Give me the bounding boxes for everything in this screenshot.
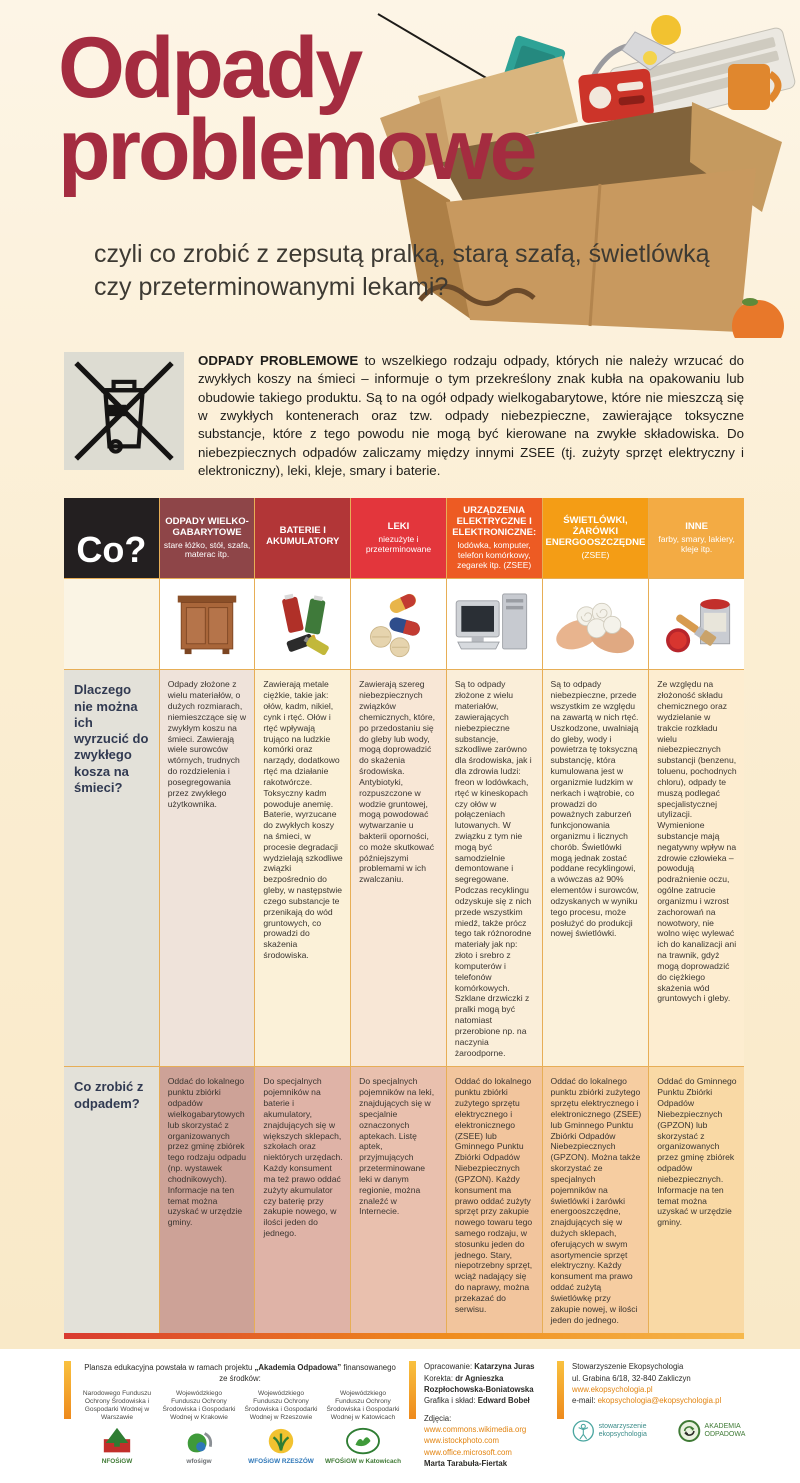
hero xyxy=(0,0,800,338)
column-header-medicines: LEKI niezużyte i przeterminowane xyxy=(351,498,446,578)
column-header-batteries: BATERIE I AKUMULATORY xyxy=(255,498,350,578)
footer-divider-bar xyxy=(557,1361,564,1419)
crossed-out-wheelie-bin-icon xyxy=(64,352,184,470)
why-cell-other: Ze względu na złożoność składu chemicznego oraz wydzielanie w trakcie rozkładu wielu niebezpiecznych substancji (benzenu, toluenu, pochodnych chloru), odpady te muszą podlegać specjalistycznej utylizacji. Wymienione substancje mają negatywny wpływ na zdrowie człowieka – powodują podrażnienie oczu, ogólne zatrucie organizmu i wzrost zachorowań na nowotwory, nie wolno więc wylewać ich do kanalizacji ani na trawnik, gdyż mogą doprowadzić do ciężkiego skażenia wód gruntowych i gleby. xyxy=(649,670,744,1066)
intro-text: to wszelkiego rodzaju odpady, których nie należy wrzucać do zwykłych koszy na śmieci – informuje o tym przekreślony znak kubła na opakowaniu lub obudowie takiego produktu. Są to na ogół odpady wielkogabarytowe, które nie mieszczą się w zwykłych kontenerach oraz tzw. odpady niebezpieczne, zawierające toksyczne substancje, które z tego powodu nie mogą być kierowane na zwykłe składowiska. Do niebezpiecznych odpadów zaliczamy między innymi ZSEE (tj. zużyty sprzęt elektryczny i elektroniczny), leki, kleje, smary i baterie. xyxy=(198,353,744,479)
nfosigw-warszawa-logo: NFOŚiGW xyxy=(79,1426,155,1465)
page-subtitle xyxy=(94,238,710,303)
row-label-why: Dlaczego nie można ich wyrzucić do zwykłego kosza na śmieci? xyxy=(64,670,159,1066)
wfosigw-rzeszow-logo: WFOŚiGW RZESZÓW xyxy=(243,1426,319,1465)
what-cell-electronics: Oddać do lokalnego punktu zbiórki zużytego sprzętu elektrycznego i elektronicznego (ZSEE) lub Gminnego Punktu Zbiórki Odpadów Niebezpiecznych (GPZON). Każdy konsument ma prawo oddać zużyty sprzęt przy zakupie nowego towaru tego samego rodzaju, w stosunku jeden do jednego. Stary, niepotrzebny sprzęt, wciąż nadający się do naprawy, można przekazać do serwisu. xyxy=(447,1067,542,1333)
what-cell-bulky-waste: Oddać do lokalnego punktu zbiórki odpadów wielkogabarytowych lub skorzystać z organizowanych przez gminę zbiórek tego rodzaju odpadu (np. wystawek chodnikowych). Informacje na ten temat można uzyskać w urzędzie gminy. xyxy=(160,1067,255,1333)
org-logo-row xyxy=(572,1415,760,1447)
why-cell-medicines: Zawierają szereg niebezpiecznych związków chemicznych, które, po przedostaniu się do gleby lub wody, mogą doprowadzić do skażenia środowiska. Antybiotyki, rozpuszczone w wodzie gruntowej, mogą powodować wytwarzanie u bakterii oporności, co może skutkować późniejszymi problemami w ich zwalczaniu. xyxy=(351,670,446,1066)
credit-zdjecia-label: Zdjęcia: xyxy=(424,1413,452,1423)
photo-author: Marta Tarabuła-Fiertak xyxy=(424,1458,508,1468)
wikimedia-link[interactable]: www.commons.wikimedia.org xyxy=(424,1424,527,1434)
fund-wfosigw-katowice: Wojewódzkiego Funduszu Ochrony Środowiska i Gospodarki Wodnej w Katowicach WFOŚiGW w Katowicach xyxy=(325,1389,401,1465)
column-header-electronics: URZĄDZENIA ELEKTRYCZNE I ELEKTRONICZNE: lodówka, komputer, telefon komórkowy, zegarek itp. (ZSEE) xyxy=(447,498,542,578)
row-label-what: Co zrobić z odpadem? xyxy=(64,1067,159,1333)
why-cell-batteries: Zawierają metale ciężkie, takie jak: ołów, kadm, nikiel, cynk i rtęć. Ołów i rtęć wpływają trująco na ludzkie komórki oraz narządy, dodatkowo rtęć ma działanie rakotwórcze. Toksyczny kadm powoduje anemię. Baterie, wyrzucane do zwykłych koszy na śmieci, w procesie degradacji wydzielają szkodliwe związki bezpośrednio do gleby, w następstwie czego substancje te przenikają do wód gruntowych, co prowadzi do skażenia środowiska. xyxy=(255,670,350,1066)
photo-source-link xyxy=(424,1424,549,1435)
cfl-bulbs-in-hands-photo xyxy=(543,579,649,669)
credit-korekta: Korekta: dr Agnieszka Rozpłochowska-Boniatowska xyxy=(424,1373,534,1395)
office-microsoft-link[interactable]: www.office.microsoft.com xyxy=(424,1447,512,1457)
akademia-odpadowa-logo: AKADEMIA ODPADOWA xyxy=(678,1415,760,1447)
ekopsychologia-logo: stowarzyszenie ekopsychologia xyxy=(572,1415,668,1447)
batteries-photo xyxy=(255,579,350,669)
photo-source-link xyxy=(424,1447,549,1458)
fund-nfosigw-warszawa: Narodowego Funduszu Ochrony Środowiska i Gospodarki Wodnej w Warszawie NFOŚiGW xyxy=(79,1390,155,1465)
org-website-link[interactable]: www.ekopsychologia.pl xyxy=(572,1385,653,1395)
page-title xyxy=(58,20,535,198)
why-cell-electronics: Są to odpady złożone z wielu materiałów, zawierających niebezpieczne substancje, szkodliwe zarówno dla środowiska, jak i dla zdrowia ludzi: freon w lodówkach, rtęć w kineskopach czy ołów w połączeniach lutowanych. W związku z tym nie mogą być samodzielnie demontowane i segregowane. Podczas recyklingu odzyskuje się z nich przede wszystkim miedź, także prócz tego tak różnorodne materiały jak np: złoto i srebro z komputerów i telefonów komórkowych. Szklane drzwiczki z pralki mogą być natomiast przerobione np. na naczynia żaroodporne. xyxy=(447,670,542,1066)
fund-logo-row xyxy=(79,1390,401,1465)
page-title-line1: Odpady xyxy=(58,20,361,116)
what-cell-batteries: Do specjalnych pojemników na baterie i akumulatory, znajdujących się w większych sklepach, szkołach oraz niektórych urzędach. Każdy konsument ma też prawo oddać zużyty akumulator czy baterię przy zakupie nowego, w ilości jeden do jednego. xyxy=(255,1067,350,1333)
column-header-other: INNE farby, smary, lakiery, kleje itp. xyxy=(649,498,744,578)
fund-wfosigw-krakow: Wojewódzkiego Funduszu Ochrony Środowiska i Gospodarki Wodnej w Krakowie wfośigw xyxy=(162,1389,236,1465)
table-corner-cell xyxy=(64,498,159,578)
org-address: ul. Grabina 6/18, 32-840 Zakliczyn xyxy=(572,1373,691,1383)
credit-grafika: Grafika i skład: Edward Bobeł xyxy=(424,1396,530,1406)
yellow-ball-illustration xyxy=(651,15,681,45)
page-title-line2: problemowe xyxy=(58,101,535,198)
photo-source-link xyxy=(424,1435,549,1446)
org-name: Stowarzyszenie Ekopsychologia xyxy=(572,1362,684,1372)
corner-label: Co? xyxy=(76,529,147,571)
column-header-bulky-waste: ODPADY WIELKOGABARYTOWE stare łóżko, stół, szafa, materac itp. xyxy=(160,498,255,578)
footer xyxy=(0,1349,800,1483)
why-cell-bulky-waste: Odpady złożone z wielu materiałów, o dużych rozmiarach, niemieszczące się w zwykłym koszu na śmieci. Zawierają wiele surowców wtórnych, trudnych do rozdzielenia i posegregowania przez zwykłego użytkownika. xyxy=(160,670,255,1066)
intro-lead: ODPADY PROBLEMOWE xyxy=(198,353,359,368)
wooden-cabinet-photo xyxy=(160,579,255,669)
table-bottom-accent-bar xyxy=(64,1333,744,1339)
image-cell-blank xyxy=(64,579,159,669)
footer-divider-bar xyxy=(409,1361,416,1419)
istockphoto-link[interactable]: www.istockphoto.com xyxy=(424,1436,499,1446)
footer-credits-section xyxy=(424,1361,549,1469)
waste-table xyxy=(64,498,744,1333)
funding-credit-line: Plansza edukacyjna powstała w ramach projektu „Akademia Odpadowa” finansowanego ze środków: xyxy=(84,1363,396,1383)
what-cell-other: Oddać do Gminnego Punktu Zbiórki Odpadów Niebezpiecznych (GPZON) lub skorzystać z organizowanych przez gminę zbiórek odpadów niebezpiecznych. Informacje na ten temat można uzyskać w urzędzie gminy. xyxy=(649,1067,744,1333)
pills-photo xyxy=(351,579,446,669)
what-cell-fluorescent-lamps: Oddać do lokalnego punktu zbiórki zużytego sprzętu elektrycznego i elektronicznego (ZSEE) lub Gminnego Punktu Zbiórki Odpadów Niebezpiecznych (GPZON). Można także skorzystać ze specjalnych pojemników na świetlówki i żarówki energooszczędne, znajdujących się w dużych sklepach, oferujących w swym asortymencie sprzęt elektryczny. Każdy konsument ma prawo oddać zużytą świetlówkę przy zakupie nowej, w ilości jeden do jednego. xyxy=(543,1067,649,1333)
column-header-fluorescent-lamps: ŚWIETLÓWKI, ŻARÓWKI ENERGOOSZCZĘDNE (ZSEE) xyxy=(543,498,649,578)
credit-opracowanie: Opracowanie: Katarzyna Juras xyxy=(424,1362,535,1372)
footer-funding-section xyxy=(79,1361,401,1465)
fund-wfosigw-rzeszow: Wojewódzkiego Funduszu Ochrony Środowiska i Gospodarki Wodnej w Rzeszowie WFOŚiGW RZESZÓW xyxy=(244,1389,318,1465)
intro-paragraph xyxy=(198,352,744,480)
wfosigw-krakow-logo: wfośigw xyxy=(161,1426,237,1465)
footer-organization-section xyxy=(572,1361,760,1446)
page-subtitle-line1: czyli co zrobić z zepsutą pralką, starą szafą, świetlówką xyxy=(94,240,710,268)
org-email-link[interactable]: ekopsychologia@ekopsychologia.pl xyxy=(597,1396,722,1406)
intro-section xyxy=(0,338,800,486)
page-subtitle-line2: czy przeterminowanymi lekami? xyxy=(94,272,449,301)
what-cell-medicines: Do specjalnych pojemników na leki, znajdujących się w specjalnie oznaczonych aptekach. Listę aptek, przyjmujących przeterminowane leki w danym regionie, można znaleźć w Internecie. xyxy=(351,1067,446,1333)
org-email-line: e-mail: ekopsychologia@ekopsychologia.pl xyxy=(572,1396,722,1406)
footer-divider-bar xyxy=(64,1361,71,1419)
paint-can-and-brush-photo xyxy=(649,579,744,669)
desktop-computer-photo xyxy=(447,579,542,669)
wfosigw-katowice-logo: WFOŚiGW w Katowicach xyxy=(325,1426,401,1465)
why-cell-fluorescent-lamps: Są to odpady niebezpieczne, przede wszystkim ze względu na zawartą w nich rtęć. Uszkodzone, uwalniają do gleby, wody i powietrza tę toksyczną substancję, która kumulowana jest w organizmie ludzkim w nerkach i wątrobie, co prowadzi do poważnych zaburzeń funkcjonowania organizmu i licznych chorób. Świetlówki mogą jednak zostać poddane recyklingowi, a wówczas aż 90% elementów i surowców, odzyskanych w wyniku tego procesu, może posłużyć do produkcji nowej świetlówki. xyxy=(543,670,649,1066)
